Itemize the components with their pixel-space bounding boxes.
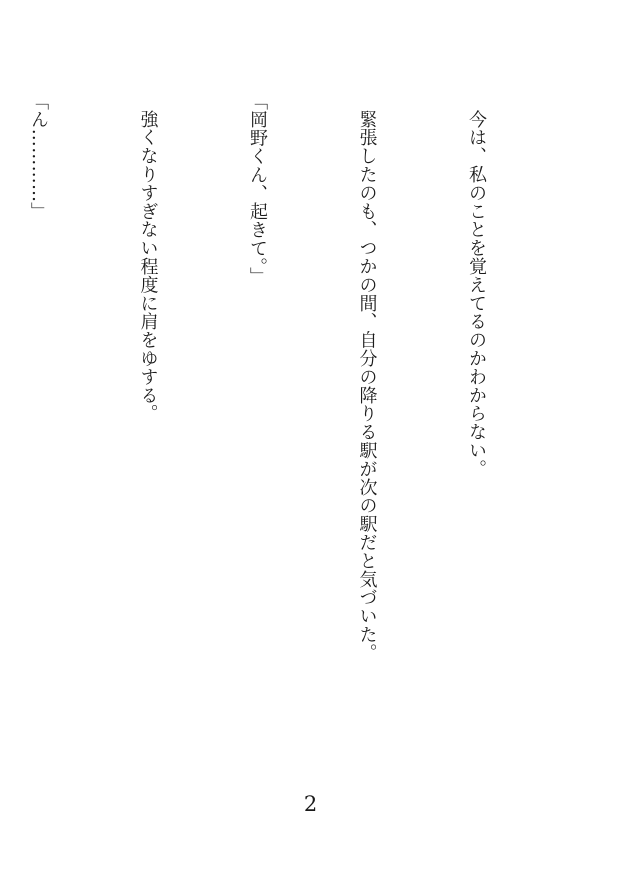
text-line: 強くなりすぎない程度に肩をゆする。 [137,110,159,423]
text-line: 緊張したのも、つかの間、自分の降りる駅が次の駅だと気づいた。 [356,110,378,662]
page-number: 2 [303,792,318,816]
text-line: 「ん…………」 [28,92,49,221]
text-line: 「岡野くん、起きて。」 [247,92,268,286]
text-line: 今は、私のことを覚えてるのかわからない。 [466,110,487,478]
vertical-text-body [0,92,567,812]
